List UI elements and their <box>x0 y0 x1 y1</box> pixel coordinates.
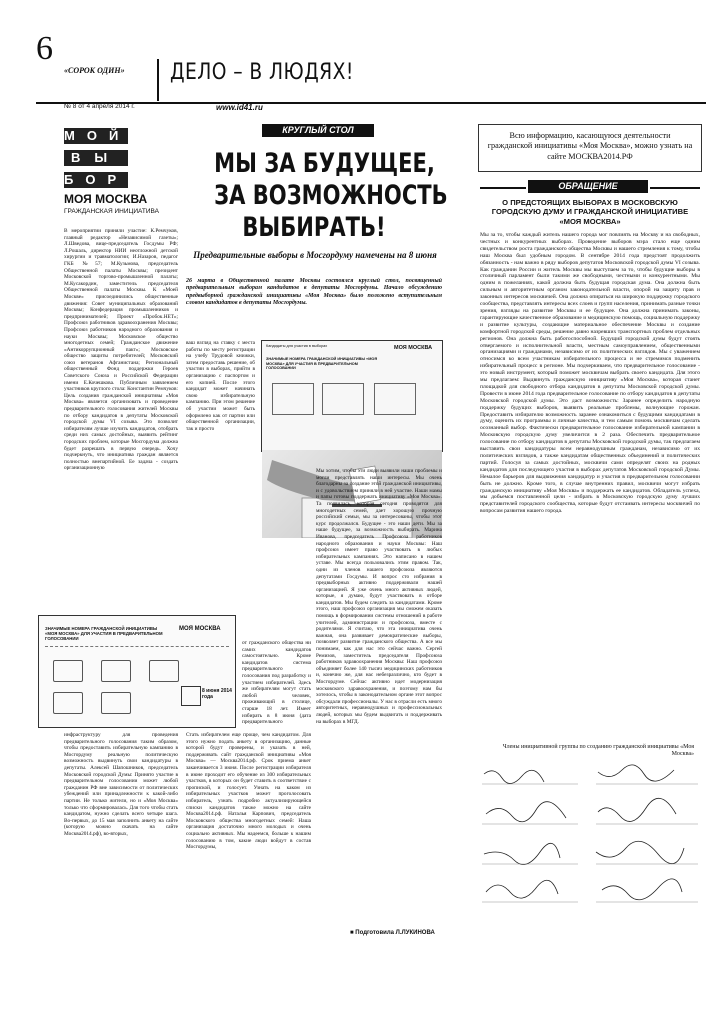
flyer-icon-1 <box>53 660 83 682</box>
flyer-chart-icon <box>272 383 314 415</box>
flyer-date: 8 июня 2014 года <box>202 688 232 700</box>
flyer-icon-2 <box>101 660 131 682</box>
flyer-brand-top: МОЯ МОСКВА <box>394 345 433 351</box>
flyer-list-icon <box>322 383 364 415</box>
flyer-image-bottom <box>38 615 236 728</box>
section-title: ДЕЛО – В ЛЮДЯХ! <box>170 60 354 85</box>
moy-vybor-logo <box>64 128 169 218</box>
logo-tile-3: БОР <box>64 172 129 187</box>
page-number: 6 <box>36 30 53 67</box>
signature-marks <box>478 762 702 912</box>
header-divider <box>157 59 159 101</box>
article-right-column-2: Мы хотим, чтобы эти люди выявили наши проблемы и могли представлять наши интересы. Мы очень благодарны за создание этой гражданской инициативы, и с удовольствием приняли в ней участие. Наши мамы и папы готовы поддержать инициативу «Моя Москва». Та появилась, которая сегодня проводятся для многодетных семей, дает хорошую прочную российский семьи, мы за интересованы, чтобы этот курс продолжался. Будущее - это наши дети. Мы за наше будущее, за возможность выбирать. Марина Иванова, председатель Профсоюза работников народного образования и науки Москвы: Наш профсоюз имеет право участвовать в любых избирательных кампаниях. Это написано в нашем уставе. Мы всегда пользовались этим правом. Так, одни из членов нашего профсоюза являются депутатами Госдумы. И вопрос сто избрания в предвыборных активно поддерживали нашей организацией. Я уже очень много активных людей, которые, я думаю, будут участвовать в отборе кандидатов. Мы будем следить за кандидатами. Кроме этого, наш профсоюз организация мы сможем оказать помощь в формировании системы отношений в работе учителей, администрации и профсоюза, вместе с родителями. Я считаю, что эта инициатива очень важная, она развивает демократические выборы, позволяет развитие гражданского общества. А все мы понимаем, как для нас это сейчас важно. Сергей Ремизов, заместитель председателя Профсоюза работников здравоохранения Москвы: Наш профсоюз объединяет более 140 тысяч медицинских работников и, конечно же, для нас небезразлично, кто будет в Мосгордуме. Сейчас активно идет модернизация московского здравоохранения, и поэтому нам бы хотелось, чтобы в законодательном органе этот вопрос обсуждали профессионалы. У нас в отрасли есть много авторитетных, неравнодушных и профессиональных людей, которых мы будем выдвигать и поддерживать на выборах в МГД. <box>316 468 442 725</box>
flyer-icon-3 <box>149 660 179 682</box>
flyer-title-top: ЗНАЧИМЫЕ НОМЕРА ГРАЖДАНСКОЙ ИНИЦИАТИВЫ «МОЯ МОСКВА» ДЛЯ УЧАСТИЯ В ПРЕДВАРИТЕЛЬНОМ ГОЛОСОВАНИИ <box>266 357 378 371</box>
headline-line-1: МЫ ЗА БУДУЩЕЕ, <box>214 148 435 179</box>
headline-line-2: ЗА ВОЗМОЖНОСТЬ <box>214 180 448 211</box>
website-url[interactable]: www.id41.ru <box>216 103 263 112</box>
logo-name: МОЯ МОСКВА <box>64 192 148 206</box>
article-subhead: Предварительные выборы в Мосгордуму намечены на 8 июня <box>193 250 437 260</box>
headline-line-3: ВЫБИРАТЬ! <box>242 212 386 243</box>
article-right-column-1: ваш взгляд на ставку с места работы по месту регистрации на учебу Трудовой книжки, затем предоставь решение, об участии в выборах, прийти в организацию с паспортом и его копией. После этого кандидат может начинать свою избирательную кампанию. При этом решение об участии может быть оформлено как от партии или общественной организации, так и просто <box>186 340 255 432</box>
appeal-closing: Члены инициативной группы по созданию гражданской инициативы «Моя Москва» <box>502 744 694 758</box>
appeal-kicker: ОБРАЩЕНИЕ <box>528 180 648 193</box>
article-center-column-3: Стать избирателем еще проще, чем кандидатом. Для этого нужно подать анкету в организацию, данные которой будут проверены, и указать в ней, поддерживать сайт гражданской инициативы «Моя Москва» — Москва2014.рф. Срок приема анкет заканчивается 3 июня. После регистрации избирателя в июне проходит его обучение из 300 избирательных участков, в которых он будет ставить в соответствие с пропиской, и голосует. Узнать на каком из избирательных участков может проголосовать избиратель, узнать подробно актуализирующейся списки кандидатов также можно на сайте Москва2014.рф. Наталья Карпович, председатель Московского общества многодетных семей: Наша организация достаточно много молодых и очень социально активных. Мы надеемся, больше к нашим голосованию в том, какие люди войдут в состав Мосгордумы, <box>186 732 311 851</box>
appeal-rule-left <box>480 187 526 189</box>
flyer-icon-5 <box>101 692 131 714</box>
logo-tile-1: МОЙ <box>64 128 131 143</box>
signatures <box>478 762 702 912</box>
appeal-rule-right <box>650 187 700 189</box>
calendar-icon <box>181 686 201 706</box>
info-box <box>478 124 702 172</box>
appeal-title: О ПРЕДСТОЯЩИХ ВЫБОРАХ В МОСКОВСКУЮ ГОРОДСКУЮ ДУМУ И ГРАЖДАНСКОЙ ИНИЦИАТИВЕ «МОЯ МОСКВА» <box>491 198 689 226</box>
article-kicker: КРУГЛЫЙ СТОЛ <box>262 124 374 137</box>
byline: ■ Подготовила Л.ЛУКИНОВА <box>350 930 435 936</box>
flyer-icon-4 <box>53 692 83 714</box>
appeal-text: Мы за то, чтобы каждый житель нашего города мог повлиять на Москву и на свободных, честных и конкурентных выборах. Проведение выборов мэра стало еще одним свидетельством роста гражданского общества Москвы и нашего стремления к тому, чтобы наш Москва был удобным городом. В сентябре 2014 года предстоят продолжить обязанность - нам важно в ряду выборов депутатов Московской городской думы VI созыва. Как гражданин России и житель Москвы мы выступаем за то, чтобы будущие выборы в столичный парламент были такими же свободными, честными и конкурентными. Мы одним в пожеланиях, какой должна быть будущая городская дума. Она должна быть сильным и авторитетным органом законодательной власти, опорой на защиту прав и законных интересов москвичей. Она должна опираться на широкую поддержку городского сообщества, представлять интересы всех слоев и групп населения, принимать разные точки зрения, взгляды на развитие Москвы и ее будущее. Она должна принимать законы, гарантирующие качественное образование и медицинскую помощь, социальную поддержку и развитие культуры, создающие материальное обеспечение Москвы и создание комфортной городской среды, решение давно назревших транспортных проблем отдельных регионов. Она должна быть работоспособной. Будущий городской думы будут стоять отвергаемого и исполнительной власти, местным самоуправлением, общественными организациями и гражданами, независимо от их политических взглядов. Мы с уважением относимся ко всем участникам избирательного процесса и не стремимся подменить избирательный процесс в регионе. Мы подчеркиваем, что предварительное голосование - это новый инструмент, который поможет москвичам выбрать своего кандидата. Для этого мы предлагаем: Выдвинуть гражданскую инициативу «Моя Москва», которая станет площадкой для свободного отбора кандидатов в депутаты Московской городской думы. Провести в июне 2014 года предварительное голосование по отбору кандидатов в депутаты Московской городской думы. Это даст возможность: Заранее определить народную поддержку будущих выборов, выявить реальные проблемы, волнующие горожан. Предоставить избирателю возможность заранее ознакомиться с будущими кандидатами в думу, оценить их программы и личные качества, и тем самым помочь москвичам сделать осознанный выбор. Фактически предварительное голосование избирательной кампании в Московскую городскую думу увеличится в 2 раза. Обеспечить предварительное голосование по отбору кандидатов в депутаты Московской городской думы, так предлагаем выставить свои кандидатуры всем неравнодушным гражданам, независимо от их политических взглядов, а также кандидатам общественных объединений и политических партий. Голосуя за самых достойных, москвичи сами определят своих на родных кандидатов для последующего участия в выборах депутатов Московской городской Думы. Немалое барьеров для выдвижения кандидатур и участия в предварительном голосовании быть не должно. Кроме того, в случае внутренних правил, москвичи могут избрать гражданскую инициативу «Моя Москва» и поддержать ее кандидатов. Обладатель успеха, мы добьемся поставленной цели - избрать в Московскую городскую думу лучших представителей городского сообщества, которые будут отстаивать интересы москвичей по вопросам развития нашего города. <box>480 232 700 515</box>
article-left-column: В мероприятии приняли участие: К.Ремчуков, главный редактор «Независимой газеты»; Л.Шведова, вице-председатель Госдумы РФ; Л.Рошаль, директор НИИ неотложной детской хирургии и травматологии; И.Назаров, педагог ГКБ №57; М.Кузьмова, председатель Общественной палаты Москвы; президент Московской торгово-промышленной палаты; М.Кусакордин, заместитель председателя Общественной палаты Москвы. К «Моей Москве» присоединились общественные движения: Совет муниципальных образований Москвы; Конфедерация промышленников и предпринимателей; Проект «Пробок.НЕТ»; Профсоюз работников здравоохранения Москвы; Профсоюз работников народного образования и науки Москвы; Московское общество многодетных семей; Гражданское движение «Антикоррупционный пакт»; Московское общество защиты потребителей; Московский союз ветеранов Афганистана; Региональный общественный Фонд поддержки Героев Советского Союза и Российской Федерации имени Е.Кочешкова. Публичным заявлением участников круглого стола: Константин Ремчуков: Цель создания гражданской инициативы «Моя Москва» является организовать и проведение предварительного голосования жителей Москвы по отбору кандидатов в депутаты Московской городской думы VI созыва. Это позволит избирателям лучше изучить кандидатов, отобрать среди них самых достойных, выявить рейтинг городских проблем, которые Мосгордума должна будет разрешать в первую очередь. Хочу подчеркнуть, что инициатива граждан является полностью внепартийной. Ее задача - создать организационную <box>64 228 178 472</box>
article-lead: 26 марта в Общественной палате Москвы состоялся круглый стол, посвященный предварительным выборам кандидатов в депутаты Мосгордумы. Начало обсуждению предвыборной гражданской инициативы «Моя Москва» было положено вступительным словом кандидатов в депутаты Мосгордумы. <box>186 278 442 307</box>
flyer-caption: Кандидаты для участия в выборах <box>266 344 328 348</box>
flyer-brand: МОЯ МОСКВА <box>179 626 221 632</box>
article-center-column-1: инфраструктуру для проведения предварительного голосования таким образом, чтобы предоставить избирательную кампанию в Мосгордуму реальную политическую возможность выдвинуть свои кандидатуры в депутаты. Алексей Шапошников, председатель Московской городской Думы: Принято участие в предварительном голосовании может любой гражданин РФ вне зависимости от политических убеждений или принадлежности к какой-либо партии. Не только жители, но и «Моя Москва» только что сформировалась. Для того чтобы стать кандидатом, нужно сделать всего четыре шага. Во-первых, до 15 мая заполнить анкету на сайте (которую можно скачать на сайте Москва2014.рф), во-вторых, <box>64 732 178 837</box>
issue-info: № 8 от 4 апреля 2014 г. <box>64 103 135 110</box>
flyer-image-center <box>261 340 443 452</box>
flyer-title: ЗНАЧИМЫЕ НОМЕРА ГРАЖДАНСКОЙ ИНИЦИАТИВЫ «МОЯ МОСКВА» ДЛЯ УЧАСТИЯ В ПРЕДВАРИТЕЛЬНОМ ГОЛОСОВАНИИ <box>45 626 163 642</box>
flyer-person-icon <box>374 383 416 415</box>
info-box-text: Всю информацию, касающуюся деятельности гражданской инициативы «Моя Москва», можно узнать на сайте МОСКВА2014.РФ <box>487 131 693 161</box>
logo-subtitle: ГРАЖДАНСКАЯ ИНИЦИАТИВА <box>64 208 159 215</box>
logo-tile-2: ВЫ <box>64 150 128 166</box>
header-rule <box>36 102 706 104</box>
newspaper-logo: «СОРОК ОДИН» <box>64 66 125 75</box>
article-center-column-2: от гражданского общества ни самих кандидатов самостоятельно. Кроме кандидатов система предварительного голосования под разработку и участием избирателей. Здесь же избирателям могут стать любой человек, проживающий в столице, старше 18 лет. Имеет избирать в 8 июня (дата предварительного <box>242 640 311 726</box>
